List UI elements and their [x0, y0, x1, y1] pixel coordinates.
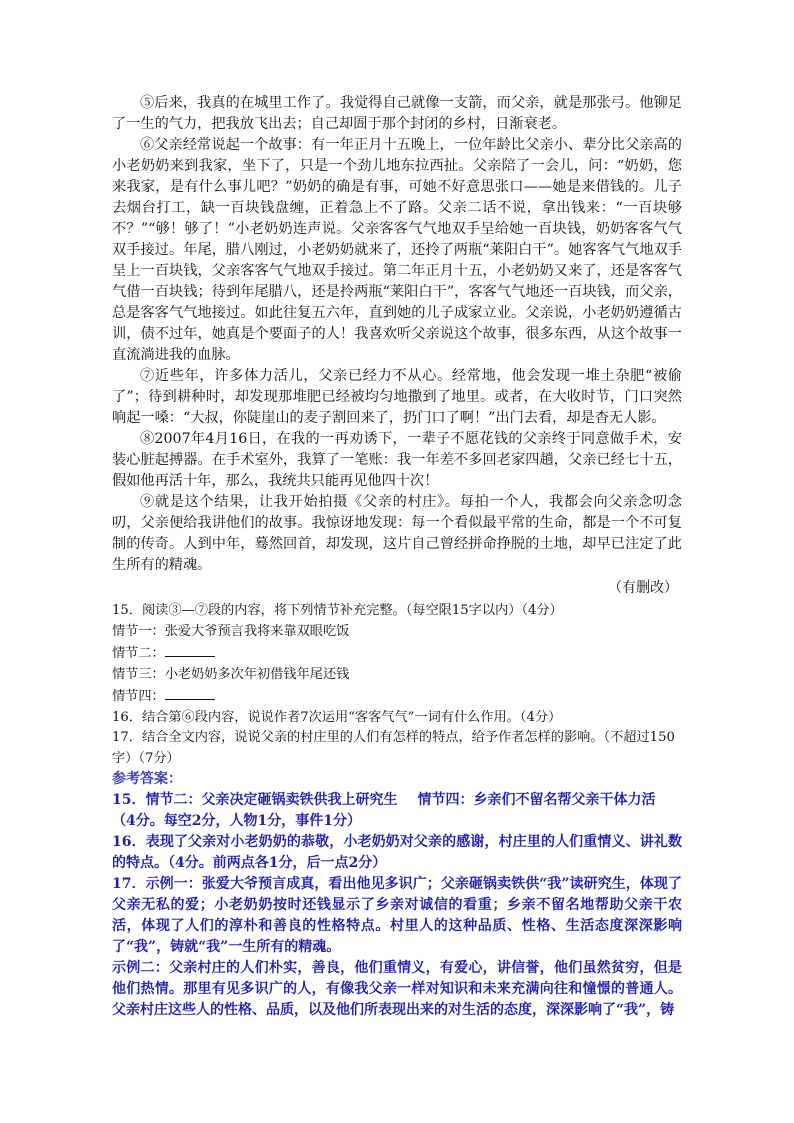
plot-4-label: 情节四： — [112, 689, 165, 704]
answer-15 — [112, 790, 682, 811]
plot-2-blank — [165, 642, 215, 657]
document-page — [112, 93, 682, 1021]
question-17: 17．结合全文内容，说说父亲的村庄里的人们有怎样的特点，给予作者怎样的影响。（不超过150字）（7分） — [112, 730, 675, 766]
answer-15-part2: 情节四：乡亲们不留名帮父亲干体力活 — [417, 792, 656, 808]
paragraph-6: ⑥父亲经常说起一个故事：有一年正月十五晚上，一位年龄比父亲小、辈分比父亲高的小老奶奶来到我家，坐下了，只是一个劲儿地东拉西扯。父亲陪了一会儿，问：“奶奶，您来我家，是有什么事儿吧？”奶奶的确是有事，可她不好意思张口——她是来借钱的。儿子去烟台打工，缺一百块钱盘缠，正着急上不了路。父亲二话不说，拿出钱来：“一百块够不？”“够！够了！”小老奶奶连声说。父亲客客气气地双手呈给她一百块钱，奶奶客客气气双手接过。年尾，腊八刚过，小老奶奶就来了，还拎了两瓶“莱阳白干”。她客客气气地双手呈上一百块钱，父亲客客气气地双手接过。第二年正月十五，小老奶奶又来了，还是客客气气借一百块钱；待到年尾腊八，还是拎两瓶“莱阳白干”，客客气气地还一百块钱，而父亲，总是客客气气地接过。如此往复五六年，直到她的儿子成家立业。父亲说，小老奶奶遵循古训，债不过年，她真是个要面子的人！我喜欢听父亲说这个故事，很多东西，从这个故事一直流淌进我的血脉。 — [112, 137, 682, 363]
plot-2 — [112, 642, 682, 665]
question-15: 15．阅读③—⑦段的内容，将下列情节补充完整。（每空限15字以内）（4分） — [112, 603, 563, 618]
answers-section — [112, 769, 682, 1021]
question-16: 16．结合第⑥段内容，说说作者7次运用“客客气气”一词有什么作用。（4分） — [112, 709, 562, 725]
answer-17-example-1: 17．示例一：张爱大爷预言成真，看出他见多识广；父亲砸锅卖铁供“我”读研究生，体现了父亲无私的爱；小老奶奶按时还钱显示了乡亲对诚信的看重；乡亲不留名地帮助父亲干农活，体现了人们的淳朴和善良的性格特点。村里人的这种品质、性格、生活态度深深影响了“我”，铸就“我”一生所有的精魂。 — [112, 876, 682, 955]
paragraph-7: ⑦近些年，许多体力活儿，父亲已经力不从心。经常地，他会发现一堆土杂肥“被偷了”；待到耕种时，却发现那堆肥已经被均匀地撒到了地里。或者，在大收时节，门口突然响起一嗓：“大叔，你陡崖山的麦子割回来了，扔门口了啊！”出门去看，却是杳无人影。 — [112, 368, 682, 426]
plot-1: 情节一：张爱大爷预言我将来靠双眼吃饭 — [112, 623, 350, 639]
questions-section — [112, 601, 682, 769]
answer-15-part1: 15．情节二：父亲决定砸锅卖铁供我上研究生 — [112, 792, 398, 808]
paragraph-5: ⑤后来，我真的在城里工作了。我觉得自己就像一支箭，而父亲，就是那张弓。他铆足了一生的气力，把我放飞出去；自己却圄于那个封闭的乡村，日渐衰老。 — [112, 95, 682, 132]
answer-16: 16．表现了父亲对小老奶奶的恭敬，小老奶奶对父亲的感谢，村庄里的人们重情义、讲礼数的特点。（4分。前两点各1分，后一点2分） — [112, 834, 682, 871]
plot-4 — [112, 685, 682, 708]
plot-2-label: 情节二： — [112, 646, 165, 661]
source-note: （有删改） — [608, 580, 678, 596]
answer-15-note: （4分。每空2分，人物1分，事件1分） — [112, 813, 361, 829]
plot-3: 情节三：小老奶奶多次年初借钱年尾还钱 — [112, 666, 350, 682]
answer-17-example-2: 示例二：父亲村庄的人们朴实，善良，他们重情义，有爱心，讲信誉，他们虽然贫穷，但是他们热情。那里有见多识广的人，有像我父亲一样对知识和未来充满向往和憧憬的普通人。父亲村庄这些人的性格、品质，以及他们所表现出来的对生活的态度，深深影响了“我”，铸 — [112, 960, 682, 1018]
plot-4-blank — [165, 685, 215, 700]
paragraph-9: ⑨就是这个结果，让我开始拍摄《父亲的村庄》。每拍一个人，我都会向父亲念叨念叨，父亲便给我讲他们的故事。我惊讶地发现：每一个看似最平常的生命，都是一个不可复制的传奇。人到中年，蓦然回首，却发现，这片自己曾经拼命挣脱的土地，却早已注定了此生所有的精魂。 — [112, 494, 682, 573]
paragraph-8: ⑧2007年4月16日，在我的一再劝诱下，一辈子不愿花钱的父亲终于同意做手术，安装心脏起搏器。在手术室外，我算了一笔账：我一年差不多回老家四趟，父亲已经七十五，假如他再活十年，那么，我统共只能再见他四十次！ — [112, 431, 682, 489]
answers-heading: 参考答案： — [112, 771, 182, 787]
